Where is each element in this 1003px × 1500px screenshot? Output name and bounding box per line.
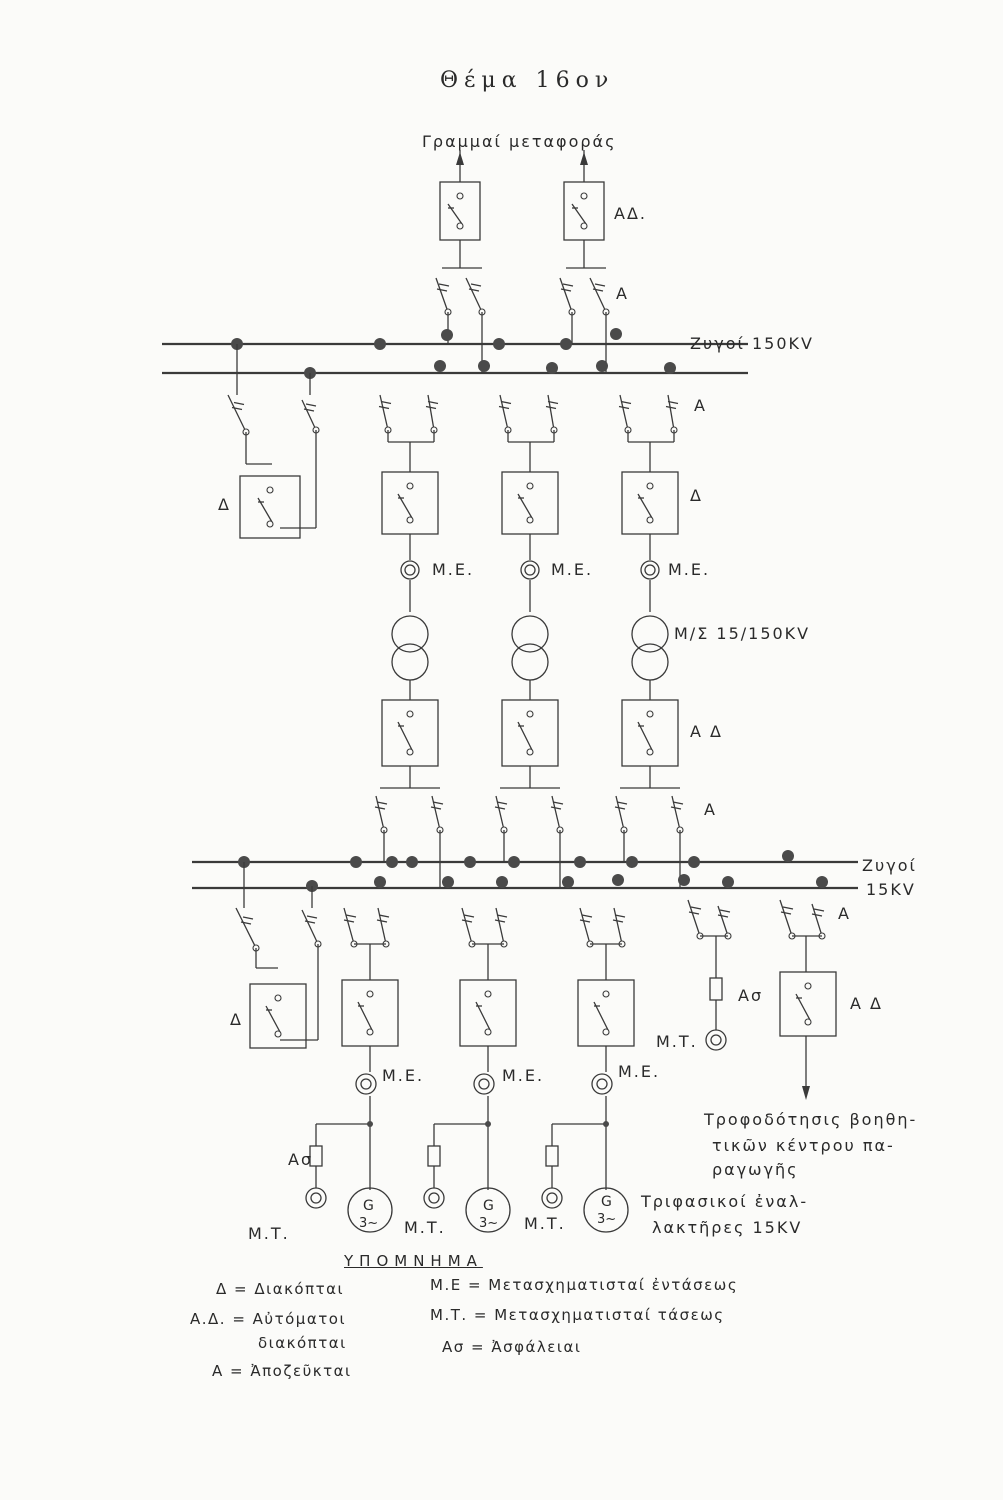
bus-150-node-3 bbox=[493, 338, 505, 350]
gen-3-ct-inner bbox=[597, 1079, 607, 1089]
gen-2-breaker bbox=[460, 980, 516, 1046]
bay-2-iso-b bbox=[548, 395, 554, 430]
bay-2-lv-breaker-contact-bottom bbox=[527, 749, 533, 755]
gen-3-junction bbox=[603, 1121, 609, 1127]
legend-heading: ΥΠΟΜΝΗΜΑ bbox=[344, 1252, 483, 1270]
bus-15-node-2 bbox=[386, 856, 398, 868]
bay-3-trafo-lv bbox=[632, 644, 668, 680]
bus-150kv-label: Ζυγοί 150KV bbox=[690, 334, 814, 353]
bus-150-node-4 bbox=[560, 338, 572, 350]
fuse-label-aux: Ασ bbox=[738, 986, 764, 1005]
auto-breaker-label-top: ΑΔ. bbox=[614, 204, 647, 223]
bay-3-breaker bbox=[622, 472, 678, 534]
transmission-lines-label: Γραμμαί μεταφοράς bbox=[422, 132, 617, 151]
line-2-auto-breaker-blade bbox=[572, 204, 586, 224]
gen-1-junction bbox=[367, 1121, 373, 1127]
legend-d: Δ = Διακόπται bbox=[216, 1280, 345, 1298]
bay-1-lv-breaker-contact-bottom bbox=[407, 749, 413, 755]
transformer-label: Μ/Σ 15/150KV bbox=[674, 624, 811, 643]
bus-15-node-4 bbox=[464, 856, 476, 868]
vt-label-g3: Μ.Τ. bbox=[524, 1214, 566, 1233]
coupler-150-iso-a bbox=[228, 395, 246, 432]
line-1-auto-breaker bbox=[440, 182, 480, 240]
bus-15-node-18 bbox=[816, 876, 828, 888]
bay-3-breaker-contact-bottom bbox=[647, 517, 653, 523]
legend-ad-1: Α.Δ. = Αὐτόματοι bbox=[190, 1310, 347, 1328]
bay-1-lv-iso-a-tick bbox=[375, 807, 385, 809]
generator-label-2: λακτῆρες 15KV bbox=[652, 1218, 803, 1237]
bus-15-node-17 bbox=[722, 876, 734, 888]
line-1-isolator-b-tick bbox=[469, 289, 479, 291]
bus-15-node-13 bbox=[496, 876, 508, 888]
bay-2-trafo-hv bbox=[512, 616, 548, 652]
vt-bay-iso-a bbox=[688, 900, 700, 936]
gen-1-vt bbox=[306, 1188, 326, 1208]
isolator-label-15: Α bbox=[838, 904, 851, 923]
coupler-15-iso-a-tick bbox=[241, 922, 251, 924]
gen-3-iso-b-tick bbox=[613, 920, 623, 922]
bay-3-trafo-hv bbox=[632, 616, 668, 652]
generator-3-phase: 3~ bbox=[597, 1212, 617, 1227]
line-2-isolator-b-tick bbox=[595, 284, 605, 286]
bay-3-iso-b-tick bbox=[666, 407, 676, 409]
gen-1-iso-b bbox=[378, 908, 386, 944]
bus-150-node-2 bbox=[441, 329, 453, 341]
bus-15-node-1 bbox=[350, 856, 362, 868]
bay-2-lv-iso-b-tick bbox=[551, 807, 561, 809]
gen-1-ct-inner bbox=[361, 1079, 371, 1089]
coupler-15-iso-a bbox=[236, 908, 256, 948]
generator-label-1: Τριφασικοί ἐναλ- bbox=[641, 1192, 809, 1211]
bay-1-lv-iso-b-tick bbox=[431, 807, 441, 809]
line-2-isolator-a bbox=[560, 278, 572, 312]
coupler-15-iso-b-tick bbox=[305, 921, 315, 923]
bay-2-iso-a bbox=[500, 395, 508, 430]
bay-2-breaker bbox=[502, 472, 558, 534]
auto-breaker-label-mid: Α Δ bbox=[690, 722, 723, 741]
coupler-150-iso-b-tick bbox=[306, 404, 316, 406]
bus-15-node-11 bbox=[374, 876, 386, 888]
line-1-isolator-b bbox=[466, 278, 482, 312]
bay-2-lv-iso-b-tick bbox=[553, 802, 563, 804]
aux-bay-iso-a bbox=[780, 900, 792, 936]
line-1-arrow bbox=[456, 152, 464, 165]
gen-2-iso-b bbox=[496, 908, 504, 944]
ct-label-2: Μ.Ε. bbox=[551, 560, 594, 579]
legend-ad-2: διακόπται bbox=[258, 1334, 347, 1352]
gen-2-breaker-contact-top bbox=[485, 991, 491, 997]
bay-1-lv-iso-a-tick bbox=[377, 802, 387, 804]
coupler-15-iso-b bbox=[302, 910, 318, 944]
aux-bay-iso-b-tick bbox=[814, 909, 824, 911]
line-1-isolator-a-tick bbox=[437, 289, 447, 291]
vt-bay-iso-a-tick bbox=[689, 912, 699, 914]
gen-3-ct bbox=[592, 1074, 612, 1094]
bus-15kv-label-2: 15KV bbox=[866, 880, 916, 899]
bay-1-iso-b-tick bbox=[426, 407, 436, 409]
legend-as: Ασ = Ἀσφάλειαι bbox=[442, 1338, 582, 1356]
vt-bay-vt-inner bbox=[711, 1035, 721, 1045]
fuse-label-g1: Ασ bbox=[288, 1150, 314, 1169]
bay-1-ct bbox=[401, 561, 419, 579]
aux-bay-iso-a-tick bbox=[783, 907, 793, 909]
bay-2-iso-a-tick bbox=[499, 407, 509, 409]
gen-2-vt-inner bbox=[429, 1193, 439, 1203]
gen-3-iso-a bbox=[580, 908, 590, 944]
bus-150-node-1 bbox=[374, 338, 386, 350]
bus-150-node-8 bbox=[478, 360, 490, 372]
gen-2-iso-a bbox=[462, 908, 472, 944]
isolator-label-mid: Α bbox=[704, 800, 717, 819]
bay-1-lv-iso-a bbox=[376, 796, 384, 830]
bus-150-node-5 bbox=[610, 328, 622, 340]
generator-2-phase: 3~ bbox=[479, 1216, 499, 1231]
bay-1-breaker-contact-top bbox=[407, 483, 413, 489]
line-2-arrow bbox=[580, 152, 588, 165]
aux-bay-breaker-contact-top bbox=[805, 983, 811, 989]
bus-15-node-6 bbox=[574, 856, 586, 868]
bus-15-node-14 bbox=[562, 876, 574, 888]
gen-3-iso-a-tick bbox=[582, 915, 592, 917]
bay-1-lv-breaker-contact-top bbox=[407, 711, 413, 717]
line-2-isolator-a-tick bbox=[561, 289, 571, 291]
bay-2-lv-iso-a-tick bbox=[497, 802, 507, 804]
bus-15-node-15 bbox=[612, 874, 624, 886]
bay-3-ct bbox=[641, 561, 659, 579]
bus-150-node-9 bbox=[546, 362, 558, 374]
bus-150-node-11 bbox=[664, 362, 676, 374]
isolator-label-top: Α bbox=[616, 284, 629, 303]
legend-me: Μ.Ε = Μετασχηματισταί ἐντάσεως bbox=[430, 1276, 739, 1294]
bay-3-lv-iso-b bbox=[672, 796, 680, 830]
bay-3-lv-iso-b-tick bbox=[671, 807, 681, 809]
bay-1-trafo-hv bbox=[392, 616, 428, 652]
breaker-label-150-right: Δ bbox=[690, 486, 703, 505]
aux-bay-breaker-contact-bottom bbox=[805, 1019, 811, 1025]
aux-bay-iso-b-tick bbox=[812, 914, 822, 916]
gen-3-breaker bbox=[578, 980, 634, 1046]
coupler-15-breaker bbox=[250, 984, 306, 1048]
line-1-auto-breaker-contact-bottom bbox=[457, 223, 463, 229]
bay-3-lv-iso-a-tick bbox=[617, 802, 627, 804]
coupler-150-iso-a-tick bbox=[234, 403, 244, 405]
aux-feed-label-1: Τροφοδότησις βοηθη- bbox=[704, 1110, 918, 1129]
bus-15kv-label-1: Ζυγοί bbox=[862, 856, 917, 875]
aux-bay-arrow bbox=[802, 1086, 810, 1100]
gen-2-breaker-contact-bottom bbox=[485, 1029, 491, 1035]
coupler-15-breaker-contact-top bbox=[275, 995, 281, 1001]
vt-label-g2: Μ.Τ. bbox=[404, 1218, 446, 1237]
gen-1-breaker bbox=[342, 980, 398, 1046]
bay-1-iso-b bbox=[428, 395, 434, 430]
bay-3-lv-breaker-contact-bottom bbox=[647, 749, 653, 755]
gen-1-iso-b-tick bbox=[377, 920, 387, 922]
legend-a: Α = Ἀποζεῦκται bbox=[212, 1362, 352, 1380]
bay-1-ct-inner bbox=[405, 565, 415, 575]
bay-1-iso-a-tick bbox=[379, 407, 389, 409]
gen-1-iso-a bbox=[344, 908, 354, 944]
gen-2-ct bbox=[474, 1074, 494, 1094]
bay-3-lv-breaker-contact-top bbox=[647, 711, 653, 717]
coupler-150-iso-b-tick bbox=[304, 409, 314, 411]
bay-2-trafo-lv bbox=[512, 644, 548, 680]
coupler-15-breaker-contact-bottom bbox=[275, 1031, 281, 1037]
gen-2-iso-b-tick bbox=[495, 920, 505, 922]
bus-15-node-7 bbox=[626, 856, 638, 868]
gen-3-vt-inner bbox=[547, 1193, 557, 1203]
line-2-isolator-b-tick bbox=[593, 289, 603, 291]
bay-1-breaker-contact-bottom bbox=[407, 517, 413, 523]
bay-3-iso-a bbox=[620, 395, 628, 430]
line-1-isolator-b-tick bbox=[471, 284, 481, 286]
gen-2-vt bbox=[424, 1188, 444, 1208]
line-2-auto-breaker-contact-bottom bbox=[581, 223, 587, 229]
bay-3-lv-iso-a-tick bbox=[615, 807, 625, 809]
bay-3-breaker-contact-top bbox=[647, 483, 653, 489]
bay-2-lv-iso-b bbox=[552, 796, 560, 830]
bay-2-breaker-contact-top bbox=[527, 483, 533, 489]
bay-2-iso-b-tick bbox=[546, 407, 556, 409]
bay-3-lv-iso-a bbox=[616, 796, 624, 830]
gen-3-iso-a-tick bbox=[580, 920, 590, 922]
gen-3-vt bbox=[542, 1188, 562, 1208]
vt-label-aux: Μ.Τ. bbox=[656, 1032, 698, 1051]
line-2-isolator-b bbox=[590, 278, 606, 312]
ct-label-g2: Μ.Ε. bbox=[502, 1066, 545, 1085]
bus-15-node-3 bbox=[406, 856, 418, 868]
vt-bay-iso-b-tick bbox=[718, 915, 728, 917]
breaker-label-15: Δ bbox=[230, 1010, 243, 1029]
vt-bay-vt bbox=[706, 1030, 726, 1050]
breaker-label-150: Δ bbox=[218, 495, 231, 514]
vt-bay-iso-b-tick bbox=[720, 910, 730, 912]
bay-3-lv-iso-b-tick bbox=[673, 802, 683, 804]
bus-15-node-9 bbox=[782, 850, 794, 862]
bay-1-lv-iso-b-tick bbox=[433, 802, 443, 804]
line-1-auto-breaker-contact-top bbox=[457, 193, 463, 199]
vt-label-g1: Μ.Τ. bbox=[248, 1224, 290, 1243]
coupler-150-breaker bbox=[240, 476, 300, 538]
isolator-label-150: Α bbox=[694, 396, 707, 415]
coupler-15-iso-a-tick bbox=[243, 917, 253, 919]
ct-label-1: Μ.Ε. bbox=[432, 560, 475, 579]
gen-3-fuse bbox=[546, 1146, 558, 1166]
bay-2-ct-inner bbox=[525, 565, 535, 575]
gen-1-vt-inner bbox=[311, 1193, 321, 1203]
auto-breaker-label-aux: Α Δ bbox=[850, 994, 883, 1013]
gen-3-iso-b bbox=[614, 908, 622, 944]
bay-2-ct bbox=[521, 561, 539, 579]
coupler-15-iso-b-tick bbox=[307, 916, 317, 918]
coupler-150-breaker-contact-bottom bbox=[267, 521, 273, 527]
bay-2-lv-iso-a bbox=[496, 796, 504, 830]
aux-bay-breaker bbox=[780, 972, 836, 1036]
page-title: Θέμα 16ον bbox=[440, 68, 615, 93]
gen-2-iso-a-tick bbox=[462, 920, 472, 922]
bus-15-node-12 bbox=[442, 876, 454, 888]
bay-2-breaker-contact-bottom bbox=[527, 517, 533, 523]
vt-bay-iso-a-tick bbox=[691, 907, 701, 909]
gen-3-breaker-contact-bottom bbox=[603, 1029, 609, 1035]
line-2-auto-breaker-contact-top bbox=[581, 193, 587, 199]
line-2-isolator-a-tick bbox=[563, 284, 573, 286]
gen-2-ct-inner bbox=[479, 1079, 489, 1089]
line-1-isolator-a-tick bbox=[439, 284, 449, 286]
bus-15-node-5 bbox=[508, 856, 520, 868]
line-1-auto-breaker-blade bbox=[448, 204, 462, 224]
bay-2-lv-breaker bbox=[502, 700, 558, 766]
line-1-isolator-a bbox=[436, 278, 448, 312]
gen-2-iso-a-tick bbox=[464, 915, 474, 917]
bay-2-lv-breaker-contact-top bbox=[527, 711, 533, 717]
line-2-auto-breaker bbox=[564, 182, 604, 240]
ct-label-3: Μ.Ε. bbox=[668, 560, 711, 579]
bay-1-iso-a bbox=[380, 395, 388, 430]
bus-150-node-10 bbox=[596, 360, 608, 372]
gen-1-iso-a-tick bbox=[344, 920, 354, 922]
coupler-150-breaker-contact-top bbox=[267, 487, 273, 493]
bus-15-node-16 bbox=[678, 874, 690, 886]
gen-3-breaker-contact-top bbox=[603, 991, 609, 997]
gen-2-fuse bbox=[428, 1146, 440, 1166]
bay-1-breaker bbox=[382, 472, 438, 534]
gen-2-junction bbox=[485, 1121, 491, 1127]
bay-3-iso-b bbox=[668, 395, 674, 430]
aux-bay-iso-a-tick bbox=[781, 912, 791, 914]
vt-bay-fuse bbox=[710, 978, 722, 1000]
gen-1-iso-a-tick bbox=[346, 915, 356, 917]
aux-bay-iso-b bbox=[812, 904, 822, 936]
bay-3-ct-inner bbox=[645, 565, 655, 575]
ct-label-g3: Μ.Ε. bbox=[618, 1062, 661, 1081]
gen-1-breaker-contact-bottom bbox=[367, 1029, 373, 1035]
aux-feed-label-3: ραγωγῆς bbox=[712, 1160, 799, 1179]
aux-feed-label-2: τικῶν κέντρου πα- bbox=[712, 1136, 895, 1155]
gen-1-ct bbox=[356, 1074, 376, 1094]
bay-3-iso-a-tick bbox=[619, 407, 629, 409]
generator-1-g: G bbox=[363, 1198, 374, 1214]
generator-1-phase: 3~ bbox=[359, 1216, 379, 1231]
coupler-150-iso-a-tick bbox=[232, 408, 242, 410]
generator-3-g: G bbox=[601, 1194, 612, 1210]
bus-150-node-7 bbox=[434, 360, 446, 372]
bay-1-lv-breaker bbox=[382, 700, 438, 766]
bay-1-lv-iso-b bbox=[432, 796, 440, 830]
bay-1-trafo-lv bbox=[392, 644, 428, 680]
legend-mt: Μ.Τ. = Μετασχηματισταί τάσεως bbox=[430, 1306, 725, 1324]
bay-3-lv-breaker bbox=[622, 700, 678, 766]
bay-2-lv-iso-a-tick bbox=[495, 807, 505, 809]
gen-1-breaker-contact-top bbox=[367, 991, 373, 997]
generator-2-g: G bbox=[483, 1198, 494, 1214]
ct-label-g1: Μ.Ε. bbox=[382, 1066, 425, 1085]
bus-15-node-8 bbox=[688, 856, 700, 868]
